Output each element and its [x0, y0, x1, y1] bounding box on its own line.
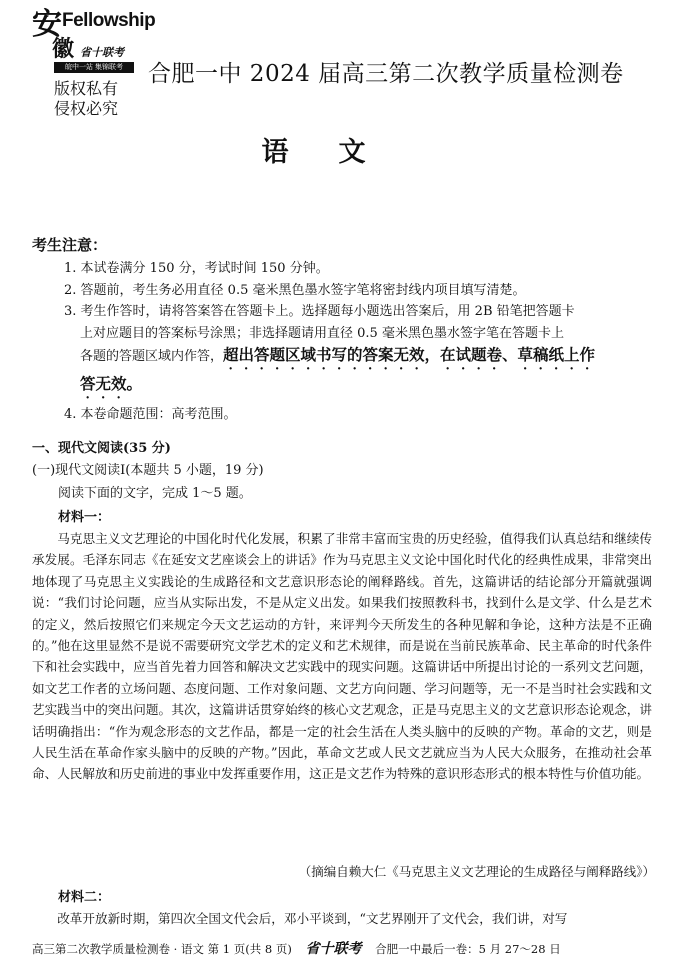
- material-2-label: 材料二：: [58, 889, 111, 904]
- footer-right: 合肥一中最后一卷：5 月 27～28 日: [375, 942, 561, 956]
- logo-hui-character: 徽: [52, 36, 75, 62]
- exam-title: 合肥一中 2024 届高三第二次教学质量检测卷: [148, 61, 624, 87]
- logo-bar: 皖中一站 集锦联考: [54, 62, 134, 73]
- notice-item-2: 2. 答题前，考生务必用直径 0.5 毫米黑色墨水签字笔将密封线内项目填写清楚。: [64, 282, 526, 298]
- material-1-label: 材料一：: [58, 509, 111, 524]
- material-2-text: 改革开放新时期，第四次全国文代会后，邓小平谈到，“文艺界刚开了文代会，我们讲，对写: [57, 911, 568, 926]
- notice-item-3c-text: 各题的答题区域内作答，: [80, 349, 224, 364]
- material-1-source: （摘编自赖大仁《马克思主义文艺理论的生成路径与阐释路线》）: [298, 864, 655, 879]
- footer-left: 高三第二次教学质量检测卷 · 语文 第 1 页(共 8 页): [32, 942, 292, 956]
- notice-emphasis-a: 超出答题区域书写的答案无效，在试题卷、草稿纸上作: [223, 347, 596, 364]
- rights-line-2: 侵权必究: [54, 101, 119, 118]
- notice-item-1: 1. 本试卷满分 150 分，考试时间 150 分钟。: [64, 261, 329, 276]
- material-1-text: [32, 528, 652, 785]
- copyright-notice: [54, 80, 118, 120]
- section-heading: 一、现代文阅读(35 分): [32, 441, 171, 456]
- notice-item-3b: 上对应题目的答案标号涂黑；非选择题请用直径 0.5 毫米黑色墨水签字笔在答题卡上: [80, 325, 564, 341]
- subsection-heading: (一)现代文阅读Ⅰ(本题共 5 小题，19 分): [32, 463, 264, 478]
- page-footer: [32, 938, 561, 958]
- logo-shengshi-text: 省十联考: [80, 46, 124, 59]
- material-1-paragraph: 马克思主义文艺理论的中国化时代化发展，积累了非常丰富而宝贵的历史经验，值得我们认真总结和继续传承发展。毛泽东同志《在延安文艺座谈会上的讲话》作为马克思主义文论中国化时代化的经典性成果，非常突出地体现了马克思主义实践论的生成路径和文艺意识形态论的阐释路线。首先，这篇讲话的结论部分开篇就强调说：“我们讨论问题，应当从实际出发，不是从定义出发。如果我们按照教科书，找到什么是文学、什么是艺术的定义，然后按照它们来规定今天文艺运动的方针，来评判今天所发生的各种见解和争论，这种方法是不正确的。”他在这里显然不是说不需要研究文学艺术的定义和艺术规律，而是说在当前民族革命、民主革命的时代条件下和社会实践中，应当首先着力回答和解决文艺实践中的现实问题。这篇讲话中所提出讨论的一系列文艺问题，如文艺工作者的立场问题、态度问题、工作对象问题、文艺方向问题、学习问题等，无一不是当时社会实践和文艺实践当中的突出问题。其次，这篇讲话贯穿始终的核心文艺观念，正是马克思主义的文艺意识形态论观念，讲话明确指出：“作为观念形态的文艺作品，都是一定的社会生活在人类头脑中的反映的产物。革命的文艺，则是人民生活在革命作家头脑中的反映的产物。”因此，革命文艺或人民文艺就应当为人民大众服务，在推动社会革命、人民解放和历史前进的事业中发挥重要作用，这正是文艺作为特殊的意识形态形式的根本特性与价值功能。: [32, 531, 652, 782]
- logo-an-character: 安: [32, 7, 62, 42]
- logo-fellowship-text: Fellowship: [62, 10, 156, 31]
- notice-title: 考生注意：: [32, 237, 108, 254]
- footer-brand: 省十联考: [305, 941, 362, 957]
- notice-item-3c: [64, 344, 652, 373]
- subject-title: 语文: [261, 137, 416, 168]
- rights-line-1: 版权私有: [54, 81, 119, 98]
- reading-instruction: 阅读下面的文字，完成 1～5 题。: [58, 486, 252, 501]
- notice-list: [64, 258, 652, 426]
- notice-item-4: 4. 本卷命题范围：高考范围。: [64, 407, 237, 422]
- notice-emphasis-b: 答无效。: [80, 376, 143, 393]
- notice-item-3a: 3. 考生作答时，请将答案答在答题卡上。选择题每小题选出答案后，用 2B 铅笔把答题卡: [64, 304, 575, 319]
